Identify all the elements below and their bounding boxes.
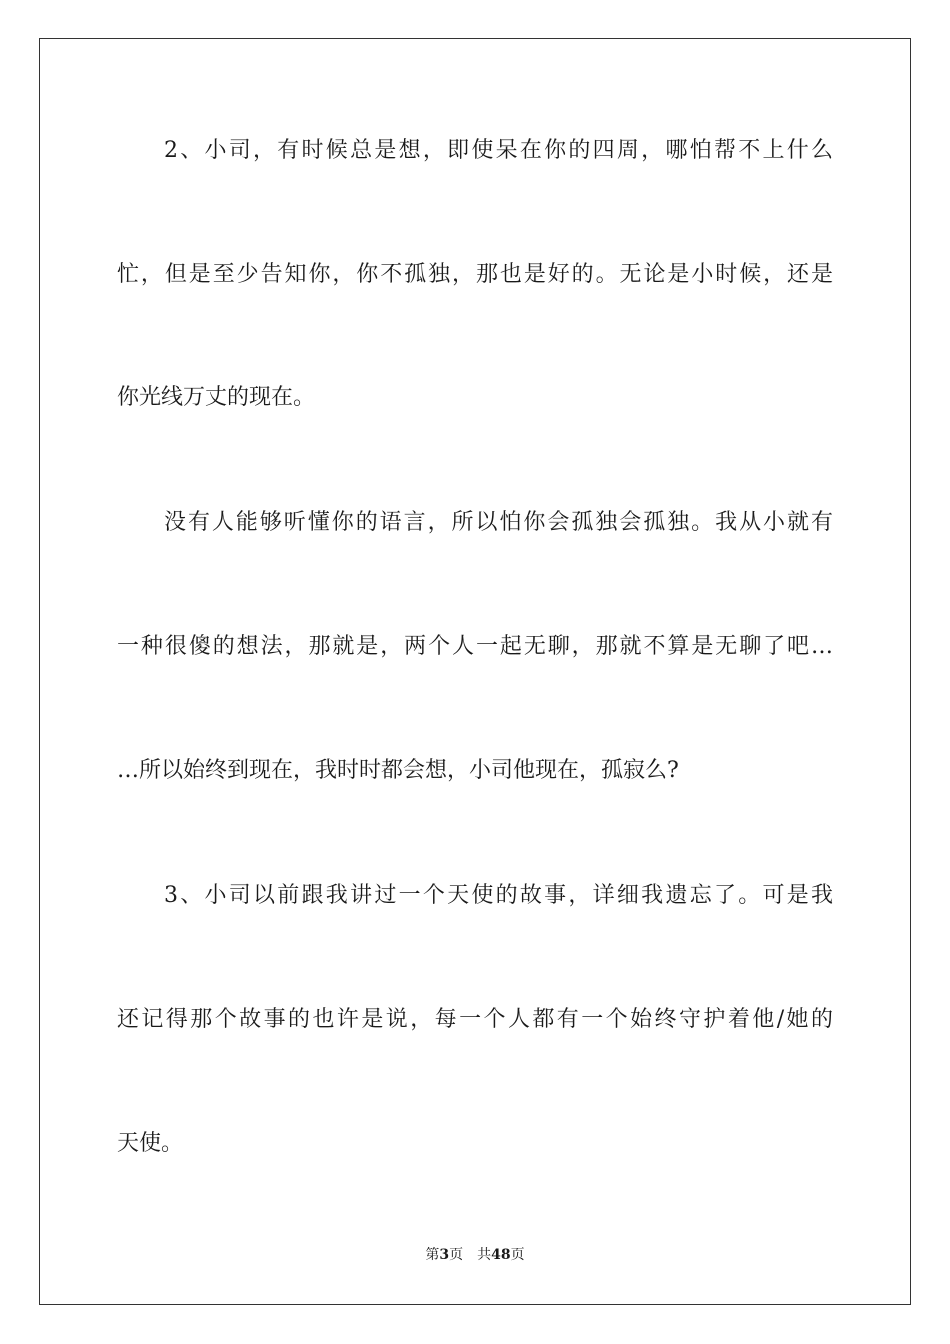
total-label-suffix: 页 xyxy=(510,1247,525,1263)
page-footer xyxy=(0,1245,950,1265)
page-label-suffix: 页 xyxy=(449,1247,464,1263)
paragraph-line: 你光线万丈的现在。 xyxy=(117,385,316,410)
page-number: 3 xyxy=(439,1247,450,1263)
paragraph-line: 没有人能够听懂你的语言，所以怕你会孤独会孤独。我从小就有 xyxy=(164,510,833,535)
paragraph-line: 2、小司，有时候总是想，即使呆在你的四周，哪怕帮不上什么 xyxy=(164,138,833,163)
page-label-prefix: 第 xyxy=(425,1247,440,1263)
paragraph-line: 天使。 xyxy=(117,1131,184,1156)
page-frame xyxy=(39,38,911,1305)
total-pages: 48 xyxy=(491,1247,511,1263)
paragraph-line: 3、小司以前跟我讲过一个天使的故事，详细我遗忘了。可是我 xyxy=(164,883,833,908)
paragraph-line: …所以始终到现在，我时时都会想，小司他现在，孤寂么? xyxy=(117,758,679,783)
paragraph-line: 一种很傻的想法，那就是，两个人一起无聊，那就不算是无聊了吧… xyxy=(117,634,833,659)
paragraph-line: 忙，但是至少告知你，你不孤独，那也是好的。无论是小时候，还是 xyxy=(117,262,833,287)
paragraph-line: 还记得那个故事的也许是说，每一个人都有一个始终守护着他/她的 xyxy=(117,1007,833,1032)
total-label-prefix: 共 xyxy=(477,1247,492,1263)
